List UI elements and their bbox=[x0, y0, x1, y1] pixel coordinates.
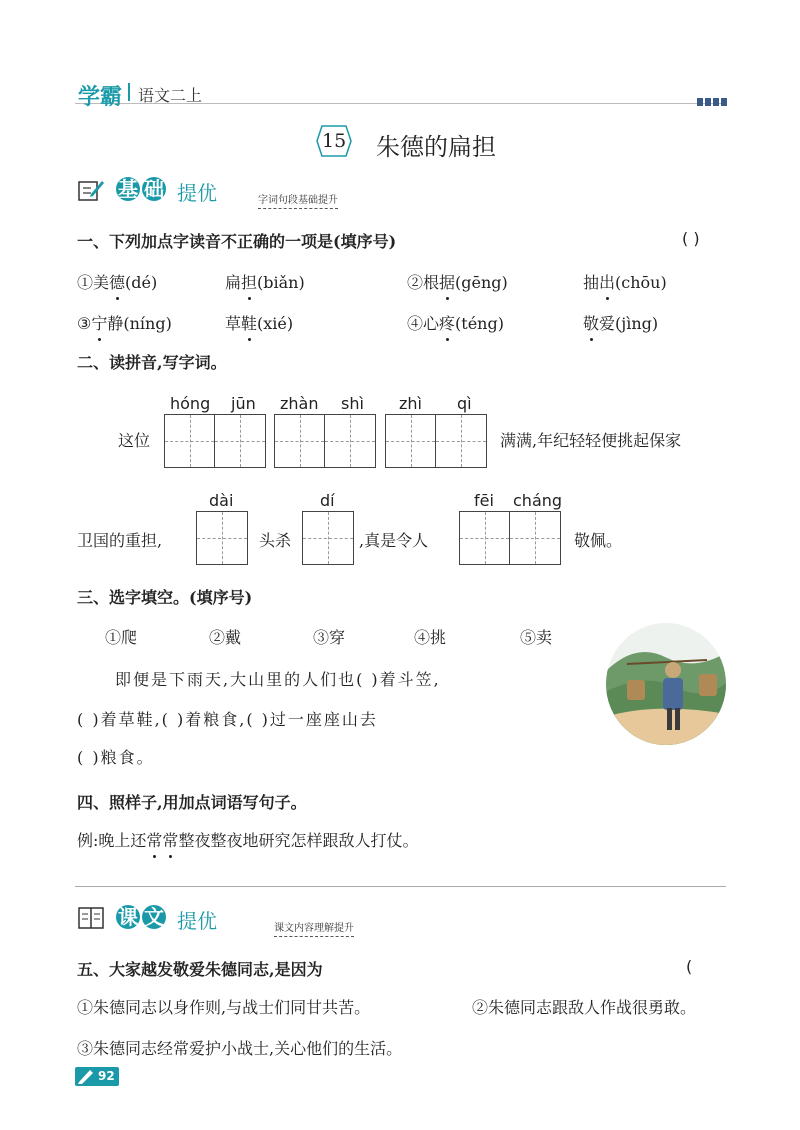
brand-logo: 学霸 bbox=[78, 85, 123, 110]
pinyin: fēi bbox=[474, 491, 494, 510]
question-1-prompt: 一、下列加点字读音不正确的一项是(填序号) bbox=[77, 232, 397, 251]
write-grid[interactable] bbox=[196, 511, 248, 565]
pinyin: zhì bbox=[399, 394, 422, 413]
choice: ⑤卖 bbox=[520, 628, 553, 647]
q1-option: ④心疼(téng) bbox=[407, 311, 504, 334]
answer-paren[interactable]: ( bbox=[686, 957, 693, 976]
section-note: 课文内容理解提升 bbox=[274, 919, 354, 937]
section-divider bbox=[75, 886, 726, 887]
pencil-note-icon bbox=[77, 177, 105, 203]
q2-text: ,真是令人 bbox=[359, 531, 429, 550]
lesson-title: 朱德的扁担 bbox=[376, 133, 496, 161]
question-2-prompt: 二、读拼音,写字词。 bbox=[77, 353, 227, 372]
write-grid[interactable] bbox=[459, 511, 561, 565]
q2-text: 卫国的重担, bbox=[77, 531, 163, 550]
pinyin: shì bbox=[341, 394, 364, 413]
q1-option: 扁担(biǎn) bbox=[225, 270, 305, 293]
pinyin: cháng bbox=[513, 491, 563, 510]
q2-text: 敬佩。 bbox=[574, 531, 623, 550]
q1-option: 敬爱(jìng) bbox=[583, 311, 658, 334]
q5-option: ①朱德同志以身作则,与战士们同甘共苦。 bbox=[77, 998, 371, 1017]
pinyin: hóng bbox=[170, 394, 211, 413]
write-grid[interactable] bbox=[274, 414, 376, 468]
section-label: 提优 bbox=[177, 909, 217, 933]
q1-option: ③宁静(níng) bbox=[77, 311, 172, 334]
q2-text: 这位 bbox=[118, 431, 151, 450]
choice: ①爬 bbox=[105, 628, 138, 647]
pinyin: jūn bbox=[231, 394, 256, 413]
question-4-prompt: 四、照样子,用加点词语写句子。 bbox=[77, 793, 307, 812]
q1-option: 草鞋(xié) bbox=[225, 311, 293, 334]
write-grid[interactable] bbox=[164, 414, 266, 468]
lesson-number: 15 bbox=[322, 130, 347, 152]
pencil-icon bbox=[77, 1068, 95, 1085]
q2-text: 头杀 bbox=[259, 531, 292, 550]
q3-sentence: 即便是下雨天,大山里的人们也( )着斗笠, bbox=[115, 670, 441, 689]
page-number: 92 bbox=[98, 1069, 115, 1083]
pinyin: dài bbox=[209, 491, 234, 510]
write-grid[interactable] bbox=[385, 414, 487, 468]
choice: ④挑 bbox=[414, 628, 447, 647]
q5-option: ②朱德同志跟敌人作战很勇敢。 bbox=[472, 998, 697, 1017]
choice: ③穿 bbox=[313, 628, 346, 647]
pinyin: qì bbox=[457, 394, 472, 413]
question-3-prompt: 三、选字填空。(填序号) bbox=[77, 588, 253, 607]
carrying-grain-illustration bbox=[605, 622, 727, 746]
q2-text: 满满,年纪轻轻便挑起保家 bbox=[500, 431, 682, 450]
pinyin: zhàn bbox=[280, 394, 319, 413]
q4-example: 例:晚上还常常整夜整夜地研究怎样跟敌人打仗。 bbox=[77, 828, 418, 851]
section-badge-text: 课 文 bbox=[118, 905, 164, 929]
book-subtitle: 语文二上 bbox=[138, 86, 203, 105]
pinyin: dí bbox=[320, 491, 335, 510]
q3-sentence: ( )粮食。 bbox=[77, 748, 155, 767]
choice: ②戴 bbox=[209, 628, 242, 647]
section-badge-basic: 基 础 bbox=[118, 177, 164, 201]
section-label: 提优 bbox=[177, 181, 217, 205]
section-note: 字词句段基础提升 bbox=[258, 191, 338, 209]
header-decoration bbox=[697, 91, 729, 110]
answer-paren[interactable]: ( ) bbox=[682, 229, 700, 248]
q1-option: 抽出(chōu) bbox=[583, 270, 667, 293]
q3-sentence: ( )着草鞋,( )着粮食,( )过一座座山去 bbox=[77, 710, 378, 729]
q1-option: ①美德(dé) bbox=[77, 270, 157, 293]
question-5-prompt: 五、大家越发敬爱朱德同志,是因为 bbox=[77, 960, 323, 979]
write-grid[interactable] bbox=[302, 511, 354, 565]
brand-separator bbox=[128, 83, 130, 101]
q1-option: ②根据(gēng) bbox=[407, 270, 508, 293]
book-icon bbox=[77, 905, 105, 931]
q5-option: ③朱德同志经常爱护小战士,关心他们的生活。 bbox=[77, 1039, 403, 1058]
